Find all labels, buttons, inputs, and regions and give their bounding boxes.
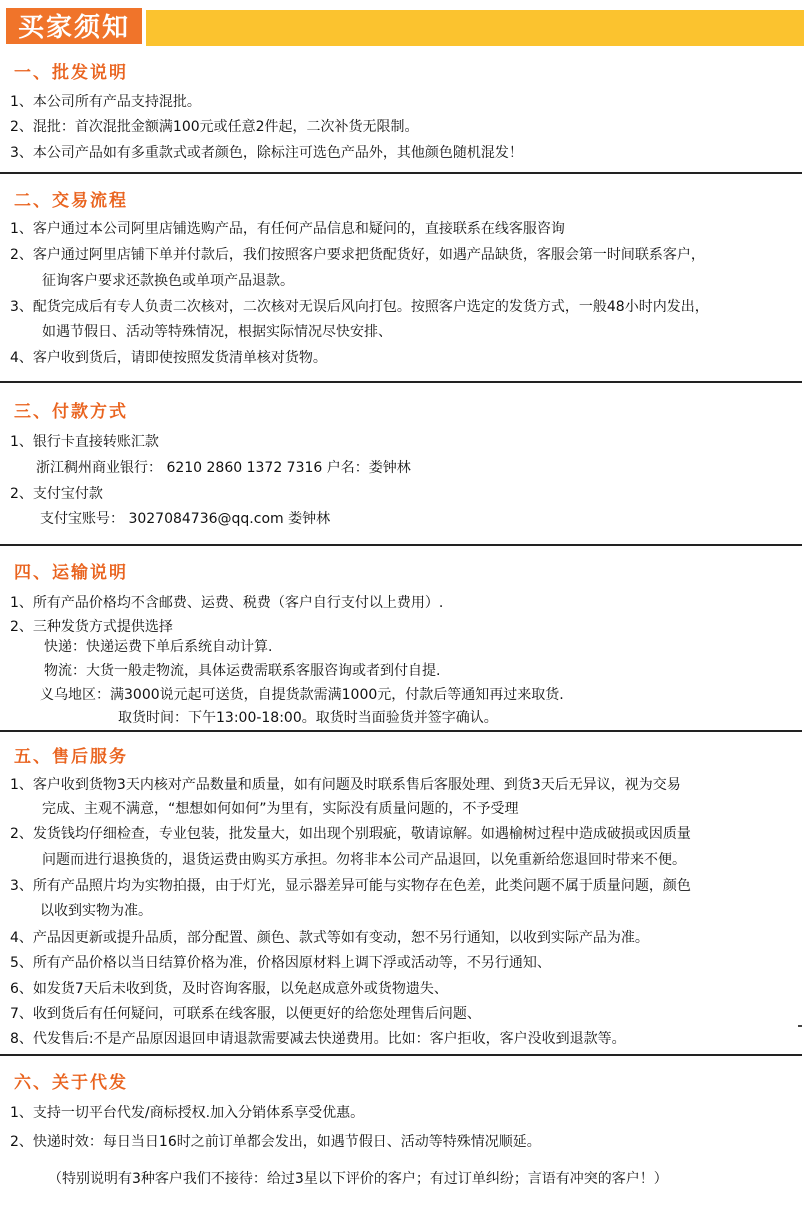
list-item: 8、代发售后:不是产品原因退回申请退款需要减去快递费用。比如：客户拒收，客户没收到退款等。 [10, 1031, 626, 1047]
list-item: 2、三种发货方式提供选择 [10, 619, 173, 635]
section-title-trade-process: 二、交易流程 [14, 191, 128, 211]
list-item: 2、快递时效：每日当日16时之前订单都会发出，如遇节假日、活动等特殊情况顺延。 [10, 1134, 541, 1150]
list-item: 1、银行卡直接转账汇款 [10, 434, 159, 450]
divider [0, 544, 802, 546]
list-item: 1、客户收到货物3天内核对产品数量和质量，如有问题及时联系售后客服处理、到货3天后无异议，视为交易 [10, 777, 681, 793]
header-banner [0, 6, 806, 46]
section-title-wholesale: 一、批发说明 [14, 63, 128, 83]
list-item: 以收到实物为准。 [40, 903, 152, 919]
section-title-payment: 三、付款方式 [14, 402, 128, 422]
list-item: 5、所有产品价格以当日结算价格为准，价格因原材料上调下浮或活动等，不另行通知、 [10, 955, 551, 971]
list-item: 2、发货钱均仔细检查，专业包装，批发量大，如出现个别瑕疵，敬请谅解。如遇榆树过程中造成破损或因质量 [10, 826, 691, 842]
divider [0, 730, 802, 732]
section-title-shipping: 四、运输说明 [14, 563, 128, 583]
list-item: 1、所有产品价格均不含邮费、运费、税费（客户自行支付以上费用）. [10, 595, 444, 611]
alipay-account: 支付宝账号： 3027084736@qq.com 娄钟林 [40, 511, 331, 527]
list-item: 3、本公司产品如有多重款式或者颜色，除标注可选色产品外，其他颜色随机混发！ [10, 145, 523, 161]
list-item: 3、配货完成后有专人负责二次核对，二次核对无误后风向打包。按照客户选定的发货方式，一般48小时内发出， [10, 299, 709, 315]
banner-title: 买家须知 [4, 6, 144, 46]
list-item: 1、支持一切平台代发/商标授权.加入分销体系享受优惠。 [10, 1105, 365, 1121]
list-item: 2、混批：首次混批金额满100元或任意2件起，二次补货无限制。 [10, 119, 419, 135]
list-item: 1、本公司所有产品支持混批。 [10, 94, 201, 110]
list-item: 6、如发货7天后未收到货，及时咨询客服，以免赵成意外或货物遗失、 [10, 981, 448, 997]
banner-bar [146, 10, 804, 46]
list-item: 4、产品因更新或提升品质，部分配置、颜色、款式等如有变动，恕不另行通知，以收到实际产品为准。 [10, 930, 649, 946]
list-item: 2、客户通过阿里店铺下单并付款后，我们按照客户要求把货配货好，如遇产品缺货，客服会第一时间联系客户， [10, 247, 705, 263]
list-item: 2、支付宝付款 [10, 486, 103, 502]
list-item: 取货时间：下午13:00-18:00。取货时当面验货并签字确认。 [118, 710, 498, 726]
list-item: 7、收到货后有任何疑问，可联系在线客服，以便更好的给您处理售后问题、 [10, 1006, 481, 1022]
list-item: 如遇节假日、活动等特殊情况，根据实际情况尽快安排、 [42, 324, 392, 340]
list-item: 物流：大货一般走物流，具体运费需联系客服咨询或者到付自提. [44, 663, 441, 679]
list-item: 完成、主观不满意，“想想如何如何”为里有，实际没有质量问题的，不予受理 [42, 801, 519, 817]
section-title-after-sales: 五、售后服务 [14, 747, 128, 767]
list-item: 义乌地区：满3000说元起可送货，自提货款需满1000元，付款后等通知再过来取货. [40, 687, 564, 703]
divider [0, 172, 802, 174]
section-title-dropshipping: 六、关于代发 [14, 1073, 128, 1093]
list-item: 4、客户收到货后，请即使按照发货清单核对货物。 [10, 350, 327, 366]
list-item: 问题而进行退换货的，退货运费由购买方承担。勿将非本公司产品退回，以免重新给您退回时带来不便。 [42, 852, 686, 868]
divider [0, 1054, 802, 1056]
list-item: 征询客户要求还款换色或单项产品退款。 [42, 273, 294, 289]
divider [798, 1025, 802, 1027]
special-note: （特别说明有3种客户我们不接待：给过3星以下评价的客户；有过订单纠纷；言语有冲突的客户！） [48, 1171, 668, 1187]
list-item: 1、客户通过本公司阿里店铺选购产品，有任何产品信息和疑问的，直接联系在线客服咨询 [10, 221, 565, 237]
bank-account: 浙江稠州商业银行： 6210 2860 1372 7316 户名：娄钟林 [36, 460, 411, 476]
divider [0, 381, 802, 383]
list-item: 3、所有产品照片均为实物拍摄，由于灯光，显示器差异可能与实物存在色差，此类问题不属于质量问题，颜色 [10, 878, 691, 894]
list-item: 快递：快递运费下单后系统自动计算. [44, 639, 273, 655]
